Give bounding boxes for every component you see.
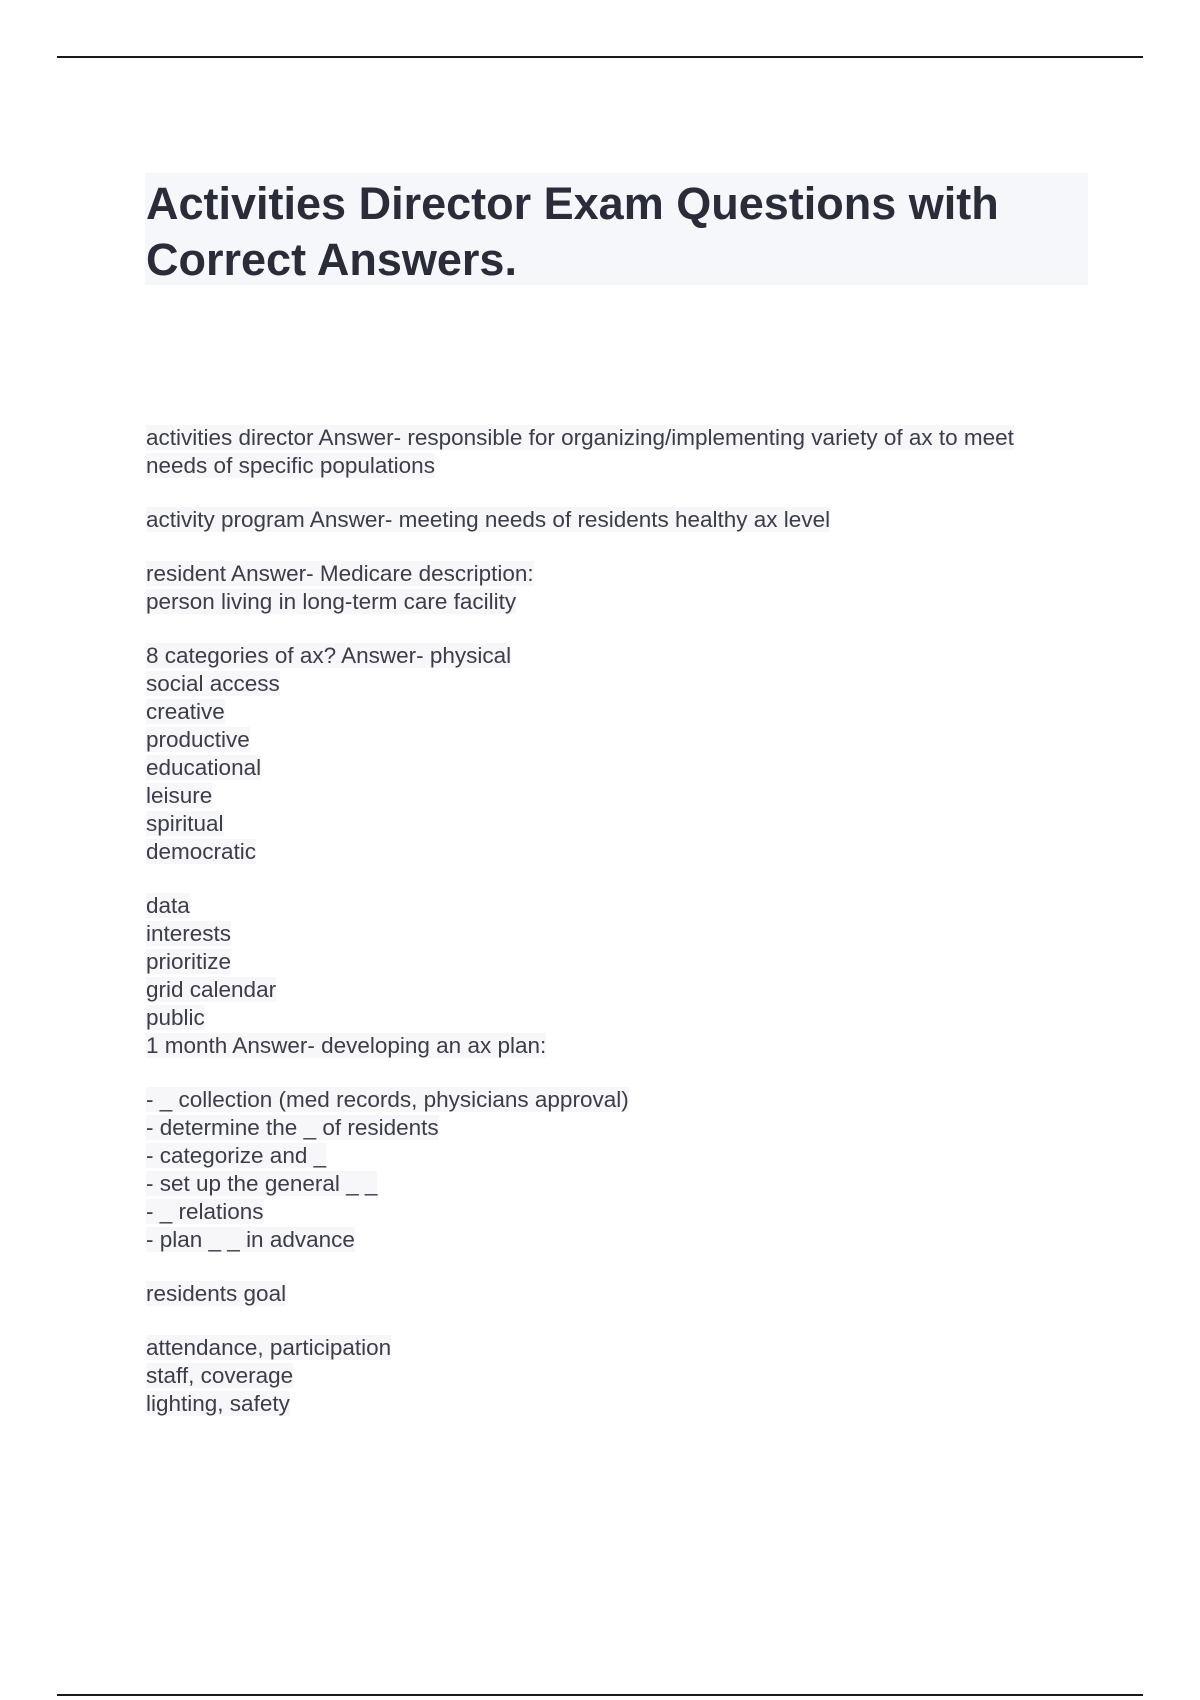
text-line-content: 8 categories of ax? Answer- physical (146, 643, 512, 668)
text-line (146, 698, 1096, 726)
text-line (146, 1170, 1096, 1198)
text-line (146, 754, 1096, 782)
text-line-content: - categorize and _ (146, 1143, 327, 1168)
text-line-content: activity program Answer- meeting needs of residents healthy ax level (146, 507, 831, 532)
text-line (146, 452, 1096, 480)
text-line (146, 560, 1096, 588)
text-line (146, 506, 1096, 534)
text-line-content: resident Answer- Medicare description: (146, 561, 534, 586)
text-line-content: grid calendar (146, 977, 277, 1002)
qa-block (146, 506, 1096, 534)
text-line-content: attendance, participation (146, 1335, 392, 1360)
text-line-content: - plan _ _ in advance (146, 1227, 355, 1252)
qa-block (146, 560, 1096, 616)
text-line (146, 1142, 1096, 1170)
text-line (146, 1086, 1096, 1114)
text-line (146, 892, 1096, 920)
text-line-content: prioritize (146, 949, 232, 974)
text-line-content: lighting, safety (146, 1391, 290, 1416)
text-line-content: productive (146, 727, 250, 752)
text-line (146, 1362, 1096, 1390)
text-line (146, 1032, 1096, 1060)
qa-block (146, 892, 1096, 1060)
text-line (146, 1334, 1096, 1362)
text-line (146, 1390, 1096, 1418)
bottom-rule (57, 1694, 1143, 1696)
text-line (146, 726, 1096, 754)
text-line-content: creative (146, 699, 225, 724)
qa-block (146, 1086, 1096, 1254)
text-line-content: public (146, 1005, 205, 1030)
qa-block (146, 1334, 1096, 1418)
text-line (146, 1114, 1096, 1142)
text-line (146, 588, 1096, 616)
text-line (146, 424, 1096, 452)
text-line (146, 1280, 1096, 1308)
top-rule (57, 56, 1143, 58)
document-body (146, 424, 1096, 1444)
text-line-content: residents goal (146, 1281, 287, 1306)
qa-block (146, 642, 1096, 866)
text-line (146, 670, 1096, 698)
text-line (146, 1004, 1096, 1032)
text-line (146, 1198, 1096, 1226)
text-line (146, 920, 1096, 948)
text-line (146, 810, 1096, 838)
text-line-content: leisure (146, 783, 213, 808)
document-title: Activities Director Exam Questions with Correct Answers. (146, 178, 999, 285)
text-line (146, 948, 1096, 976)
text-line-content: - _ relations (146, 1199, 264, 1224)
text-line (146, 976, 1096, 1004)
text-line-content: - _ collection (med records, physicians approval) (146, 1087, 629, 1112)
text-line-content: democratic (146, 839, 257, 864)
text-line (146, 838, 1096, 866)
qa-block (146, 424, 1096, 480)
text-line (146, 782, 1096, 810)
text-line-content: data (146, 893, 190, 918)
text-line-content: social access (146, 671, 280, 696)
text-line-content: - determine the _ of residents (146, 1115, 439, 1140)
text-line-content: activities director Answer- responsible for organizing/implementing variety of ax to meet (146, 425, 1014, 450)
text-line-content: educational (146, 755, 262, 780)
text-line-content: needs of specific populations (146, 453, 435, 478)
text-line (146, 642, 1096, 670)
text-line-content: spiritual (146, 811, 224, 836)
qa-block (146, 1280, 1096, 1308)
text-line-content: - set up the general _ _ (146, 1171, 378, 1196)
text-line-content: staff, coverage (146, 1363, 294, 1388)
text-line (146, 1226, 1096, 1254)
text-line-content: interests (146, 921, 232, 946)
text-line-content: person living in long-term care facility (146, 589, 517, 614)
text-line-content: 1 month Answer- developing an ax plan: (146, 1033, 547, 1058)
